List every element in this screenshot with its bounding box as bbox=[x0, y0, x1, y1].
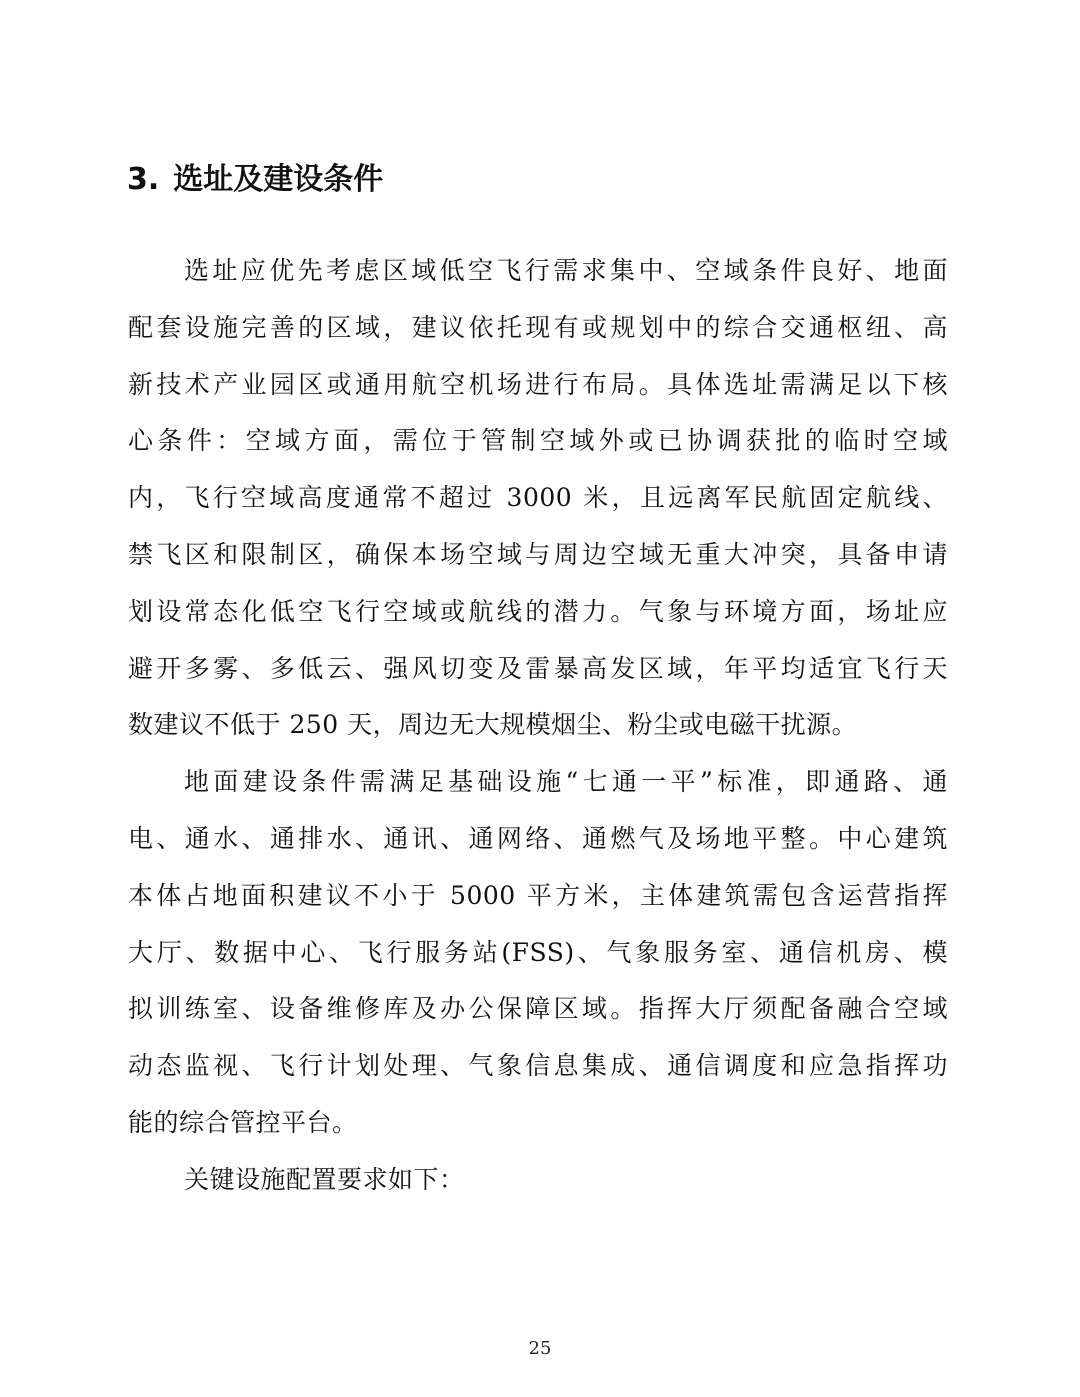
text-line: 地面建设条件需满足基础设施“七通一平”标准，即通路、通 bbox=[184, 767, 948, 797]
text-line: 动态监视、飞行计划处理、气象信息集成、通信调度和应急指挥功 bbox=[128, 1051, 948, 1081]
section-title: 选址及建设条件 bbox=[173, 162, 384, 197]
text-line: 禁飞区和限制区，确保本场空域与周边空域无重大冲突，具备申请 bbox=[128, 539, 948, 569]
text-line: 关键设施配置要求如下： bbox=[184, 1164, 465, 1194]
text-line: 拟训练室、设备维修库及办公保障区域。指挥大厅须配备融合空域 bbox=[128, 994, 948, 1024]
page-number: 25 bbox=[528, 1338, 552, 1359]
text-line: 避开多雾、多低云、强风切变及雷暴高发区域，年平均适宜飞行天 bbox=[128, 653, 948, 683]
text-line: 内，飞行空域高度通常不超过 3000 米，且远离军民航固定航线、 bbox=[128, 483, 948, 513]
text-line: 新技术产业园区或通用航空机场进行布局。具体选址需满足以下核 bbox=[128, 369, 948, 399]
text-line: 本体占地面积建议不小于 5000 平方米，主体建筑需包含运营指挥 bbox=[128, 880, 948, 910]
text-line: 能的综合管控平台。 bbox=[128, 1107, 358, 1137]
text-line: 配套设施完善的区域，建议依托现有或规划中的综合交通枢纽、高 bbox=[128, 312, 948, 342]
body-text bbox=[128, 243, 948, 1209]
text-line: 选址应优先考虑区域低空飞行需求集中、空域条件良好、地面 bbox=[184, 256, 948, 285]
text-line: 心条件：空域方面，需位于管制空域外或已协调获批的临时空域 bbox=[128, 426, 948, 456]
text-line: 大厅、数据中心、飞行服务站(FSS)、气象服务室、通信机房、模 bbox=[128, 937, 948, 967]
paragraph-ground-conditions bbox=[128, 754, 948, 1152]
section-heading bbox=[127, 158, 383, 202]
section-number: 3. bbox=[127, 162, 160, 197]
paragraph-site-selection bbox=[128, 243, 948, 754]
text-line: 数建议不低于 250 天，周边无大规模烟尘、粉尘或电磁干扰源。 bbox=[128, 710, 858, 740]
text-line: 电、通水、通排水、通讯、通网络、通燃气及场地平整。中心建筑 bbox=[128, 823, 948, 853]
paragraph-key-facilities bbox=[128, 1152, 948, 1209]
text-line: 划设常态化低空飞行空域或航线的潜力。气象与环境方面，场址应 bbox=[128, 596, 948, 626]
